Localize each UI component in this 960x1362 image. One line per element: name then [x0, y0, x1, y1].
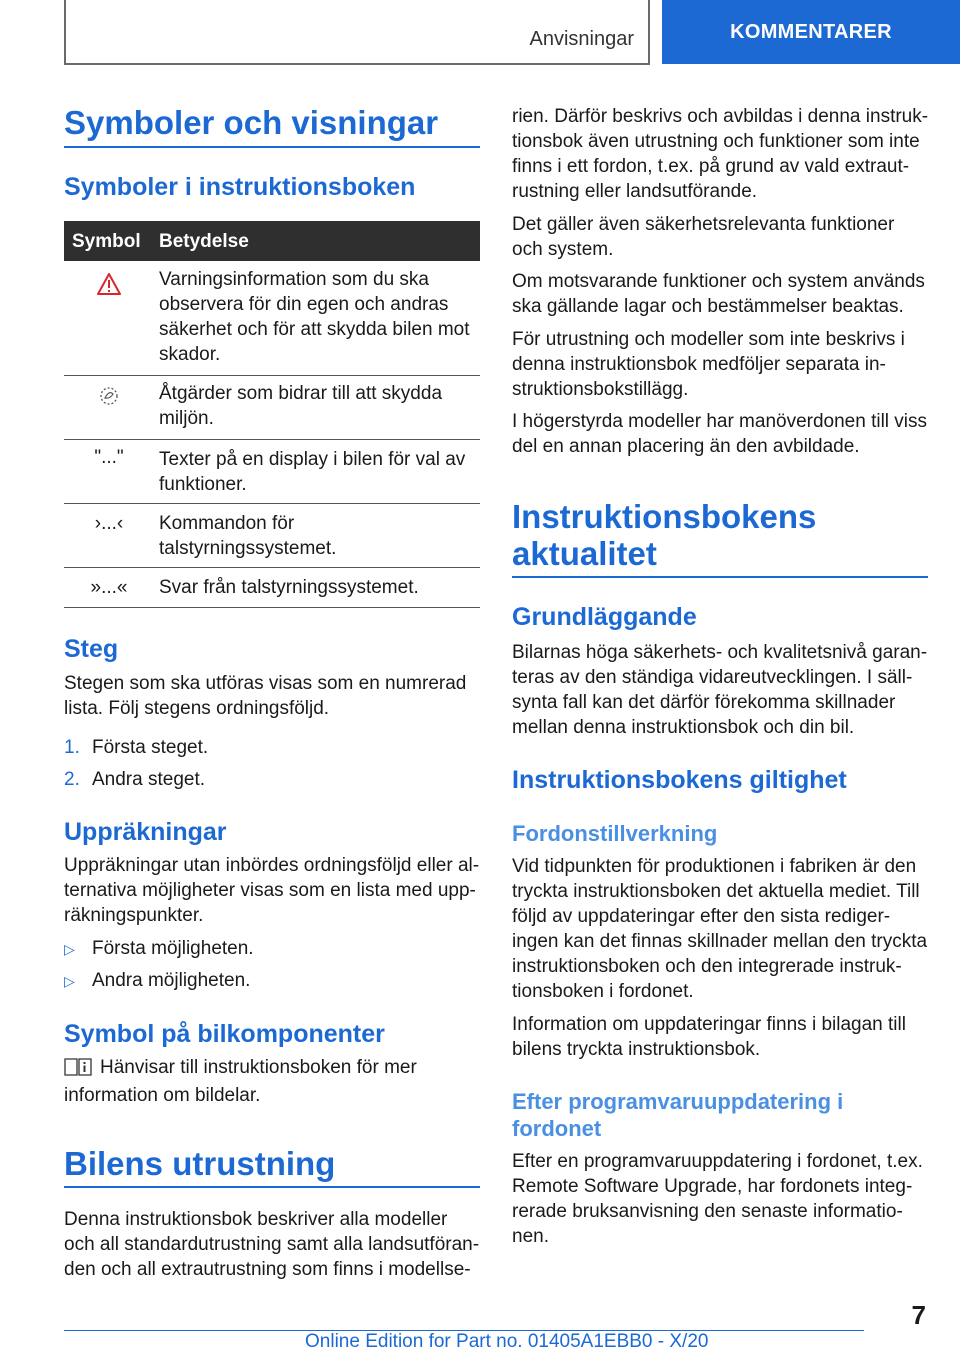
paragraph: Om motsvarande funktioner och system används ska gällande lagar och bestämmelser beaktas. — [512, 271, 925, 317]
table-row — [64, 567, 480, 608]
currency-rule — [512, 576, 928, 578]
page-title: Symboler och visningar — [64, 104, 439, 141]
table-cell-meaning: Texter på en display i bilen för val av funktioner. — [159, 449, 466, 495]
symbols-heading: Symboler i instruktionsboken — [64, 173, 416, 201]
kommentarer-tab[interactable]: KOMMENTARER — [662, 0, 960, 64]
table-cell-meaning: Svar från talstyrningssystemet. — [159, 577, 419, 598]
header-divider-left — [64, 0, 66, 64]
equipment-rule — [64, 1186, 480, 1188]
book-icon — [64, 1056, 92, 1083]
enumeration-heading: Uppräkningar — [64, 818, 227, 846]
table-cell-symbol: »...« — [90, 577, 128, 598]
component-symbol-text: Hänvisar till instruktionsboken för mer information om bildelar. — [64, 1057, 417, 1106]
equipment-text-continued: rien. Därför beskrivs och avbildas i denna instruk- tionsbok även utrustning och funktioner som inte finns i ett fordon, t.ex. på grund av vald extraut- rustning eller landsutförande. — [512, 106, 929, 202]
header-divider-right — [648, 0, 650, 64]
paragraph: I högerstyrda modeller har manöverdonen till viss del en annan placering än den avbildade. — [512, 411, 928, 457]
update-info-text: Information om uppdateringar finns i bilagan till bilens tryckta instruktionsbok. — [512, 1014, 906, 1060]
list-item: 2. Andra steget. — [64, 769, 206, 790]
basics-heading: Grundläggande — [512, 603, 697, 631]
basics-text: Bilarnas höga säkerhets- och kvalitetsnivå garan- teras av den ständiga vidareutvecklingen. I säll- synta fall kan det därför förekomma skillnader mellan denna instruktionsbok och din bil. — [512, 642, 928, 738]
paragraph: För utrustning och modeller som inte beskrivs i denna instruktionsbok medföljer separata in- struktionsbokstillägg. — [512, 329, 905, 400]
software-update-text: Efter en programvaruuppdatering i fordonet, t.ex. Remote Software Upgrade, har fordonets integ- rerade bruksanvisning den senaste informatio- nen. — [512, 1151, 923, 1247]
vehicle-production-text: Vid tidpunkten för produktionen i fabriken är den tryckta instruktionsboken det aktuella mediet. Till följd av uppdateringar efter den sista rediger- ingen kan det finnas skillnader mellan den tryckta instruktionsboken och den integrerade instruk- tionsboken i fordonet. — [512, 856, 928, 1002]
footer-edition-text: Online Edition for Part no. 01405A1EBB0 - X/20 — [305, 1331, 709, 1352]
paragraph: Det gäller även säkerhetsrelevanta funktioner och system. — [512, 214, 895, 260]
list-item: 1. Första steget. — [64, 737, 209, 758]
currency-title: Instruktionsbokens aktualitet — [512, 498, 817, 572]
header-divider-bottom — [64, 63, 650, 65]
bullet-triangle-icon: ▷ — [64, 941, 75, 957]
steps-heading: Steg — [64, 635, 119, 663]
meaning-column-header: Betydelse — [159, 231, 249, 252]
page-number: 7 — [911, 1300, 926, 1330]
software-update-heading: Efter programvaruuppdatering i fordonet — [512, 1089, 844, 1141]
header-section-title: Anvisningar — [529, 28, 634, 50]
table-cell-symbol: "..." — [94, 447, 124, 468]
equipment-title: Bilens utrustning — [64, 1145, 336, 1182]
table-row — [64, 503, 480, 568]
step-number: 2. — [64, 769, 80, 790]
list-item: ▷ Andra möjligheten. — [64, 968, 250, 994]
list-item: ▷ Första möjligheten. — [64, 936, 254, 962]
equipment-text: Denna instruktionsbok beskriver alla modeller och all standardutrustning samt alla landsutföran- den och all extrautrustning som finns i modellse- — [64, 1209, 480, 1280]
symbol-table-header — [64, 221, 480, 261]
table-cell-meaning: Åtgärder som bidrar till att skydda miljön. — [159, 383, 443, 429]
bullet-triangle-icon: ▷ — [64, 973, 75, 989]
enumeration-description: Uppräkningar utan inbördes ordningsföljd eller al- ternativa möjligheter visas som en lista med upp- räkningspunkter. — [64, 855, 480, 926]
symbol-column-header: Symbol — [72, 231, 141, 252]
table-row — [64, 261, 480, 376]
step-number: 1. — [64, 737, 80, 758]
steps-description: Stegen som ska utföras visas som en numrerad lista. Följ stegens ordningsföljd. — [64, 673, 467, 719]
table-cell-meaning: Kommandon för talstyrningssystemet. — [159, 513, 337, 559]
warning-triangle-icon — [64, 273, 154, 301]
table-row — [64, 439, 480, 504]
table-cell-symbol: ›...‹ — [94, 513, 124, 534]
environment-icon — [64, 385, 154, 413]
vehicle-production-heading: Fordonstillverkning — [512, 821, 718, 846]
title-rule — [64, 146, 480, 148]
table-cell-meaning: Varningsinformation som du ska observera för din egen och andras säkerhet och för att skydda bilen mot skador. — [159, 269, 470, 365]
validity-heading: Instruktionsbokens giltighet — [512, 766, 847, 794]
component-symbol-heading: Symbol på bilkomponenter — [64, 1020, 385, 1048]
table-row — [64, 375, 480, 440]
